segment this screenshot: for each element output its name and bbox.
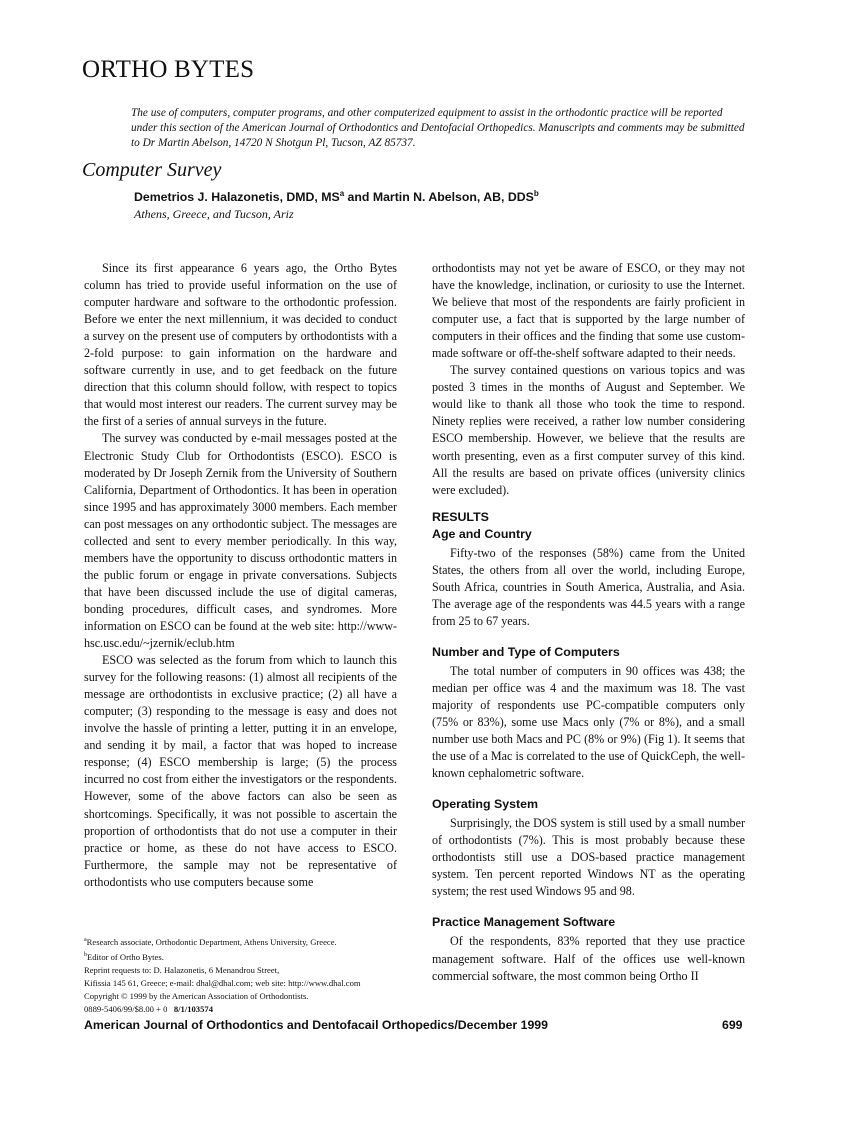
article-title: Computer Survey [82, 159, 222, 181]
article-code: 0889-5406/99/$8.00 + 0 8/1/103574 [84, 1003, 213, 1014]
paragraph-computers: The total number of computers in 90 offices was 438; the median per office was 4 and the maximum was 18. The vast majority of respondents use PC-compatible computers only (75% or 83%), some use Macs only (7% or 8%), and a small number use both Macs and PC (8% or 9%) (Fig 1). It seems that the use of a Mac is correlated to the use of QuickCeph, the well-known cephalometric software. [432, 663, 745, 781]
heading-practice-management: Practice Management Software [432, 915, 616, 930]
reprint-requests-line1: Reprint requests to: D. Halazonetis, 6 Menandrou Street, [84, 964, 280, 975]
paragraph-continued: orthodontists may not yet be aware of ESCO, or they may not have the knowledge, inclination, or curiosity to use the Internet. We believe that most of the respondents are fairly proficient in computer use, a fact that is supported by the large number of computers in their offices and the finding that some use custom-made software or off-the-shelf software adapted to their needs. [432, 261, 745, 361]
paragraph-practice-management: Of the respondents, 83% reported that they use practice management software. Half of the offices use well-known commercial software, the most common being Ortho II [432, 934, 745, 983]
footer-journal-citation: American Journal of Orthodontics and Dentofacail Orthopedics/December 1999 [84, 1018, 548, 1032]
author-line [134, 189, 539, 204]
paragraph-operating-system: Surprisingly, the DOS system is still used by a small number of orthodontists (7%). This is most probably because these orthodontists still use a DOS-based practice management system. Ten percent reported Windows NT as the operating system; the rest used Windows 95 and 98. [432, 816, 745, 899]
right-column [432, 260, 745, 985]
footnote-mark-b: b [533, 189, 539, 198]
heading-computers: Number and Type of Computers [432, 644, 620, 659]
author-2: Martin N. Abelson, AB, DDS [372, 190, 534, 205]
reprint-requests-line2: Kifissia 145 61, Greece; e-mail: dhal@dhal.com; web site: http://www.dhal.com [84, 977, 361, 988]
page-number: 699 [722, 1018, 743, 1032]
results-heading: RESULTS [432, 509, 489, 524]
section-intro-blurb: The use of computers, computer programs, and other computerized equipment to assist in the orthodontic practice will be reported under this section of the American Journal of Orthodontics and Dentofacial Orthopedics. Manuscripts and comments may be submitted to Dr Martin Abelson, 14720 N Shotgun Pl, Tucson, AZ 85737. [131, 107, 745, 149]
footnotes [84, 934, 414, 1016]
paragraph-esco-reasons: ESCO was selected as the forum from which to launch this survey for the following reasons: (1) almost all recipients of the message are orthodontists in exclusive practice; (2) all have a computer; (3) responding to the message is easy and does not involve the hassle of printing a letter, putting it in an envelope, and sending it by mail, a factor that was hoped to increase response; (4) ESCO membership is large; (5) the process incurred no cost from either the investigators or the respondents. However, some of the above factors can also be seen as shortcomings. Specifically, it was not possible to ascertain the proportion of orthodontists that do not use a computer in their practice or home, as these do not have access to ESCO. Furthermore, the sample may not be representative of orthodontists who use computers because some [84, 653, 397, 889]
section-title: ORTHO BYTES [82, 56, 255, 83]
paragraph-survey-method: The survey was conducted by e-mail messages posted at the Electronic Study Club for Orthodontists (ESCO). ESCO is moderated by Dr Joseph Zernik from the University of Southern California, Department of Orthodontics. It has been in operation since 1995 and has approximately 3000 members. Each member can post messages on any orthodontic subject. The messages are collected and sent to every member periodically. In this way, members have the opportunity to discuss orthodontic matters in the public forum or engage in private conversations. Subjects that have been discussed include the use of digital cameras, bonding procedures, difficult cases, and syndromes. More information on ESCO can be found at the web site: http://www-hsc.usc.edu/~jzernik/eclub.htm [84, 431, 397, 651]
copyright-notice: Copyright © 1999 by the American Association of Orthodontists. [84, 990, 309, 1001]
footnote-a: $^a$Research associate, Orthodontic Department, Athens University, Greece. [84, 936, 337, 947]
author-location: Athens, Greece, and Tucson, Ariz [134, 207, 294, 221]
author-1: Demetrios J. Halazonetis, DMD, MS [134, 190, 340, 205]
heading-age-country: Age and Country [432, 526, 532, 541]
paragraph-age-country: Fifty-two of the responses (58%) came from the United States, the others from all over the world, including Europe, South Africa, countries in South America, Australia, and Asia. The average age of the respondents was 44.5 years with a range from 25 to 67 years. [432, 545, 745, 628]
footnote-mark-a: a [339, 189, 345, 198]
paragraph-survey-contents: The survey contained questions on various topics and was posted 3 times in the months of August and September. We would like to thank all those who took the time to respond. Ninety replies were received, a rather low number considering ESCO membership. However, we believe that the results are worth presenting, even as a first computer survey of this kind. All the results are based on private offices (university clinics were excluded). [432, 363, 745, 497]
author-conjunction: and [344, 190, 373, 205]
left-column [84, 260, 397, 891]
footnote-b: $^b$Editor of Ortho Bytes. [84, 951, 164, 962]
paragraph-intro: Since its first appearance 6 years ago, the Ortho Bytes column has tried to provide useful information on the use of computer hardware and software to the orthodontic profession. Before we enter the next millennium, it was decided to conduct a survey on the present use of computers by orthodontists with a 2-fold purpose: to gain information on the hardware and software currently in use, and to get feedback on the future direction that this column should follow, with respect to topics that would most interest our readers. The current survey may be the first of a series of annual surveys in the future. [84, 261, 397, 429]
heading-operating-system: Operating System [432, 797, 539, 812]
